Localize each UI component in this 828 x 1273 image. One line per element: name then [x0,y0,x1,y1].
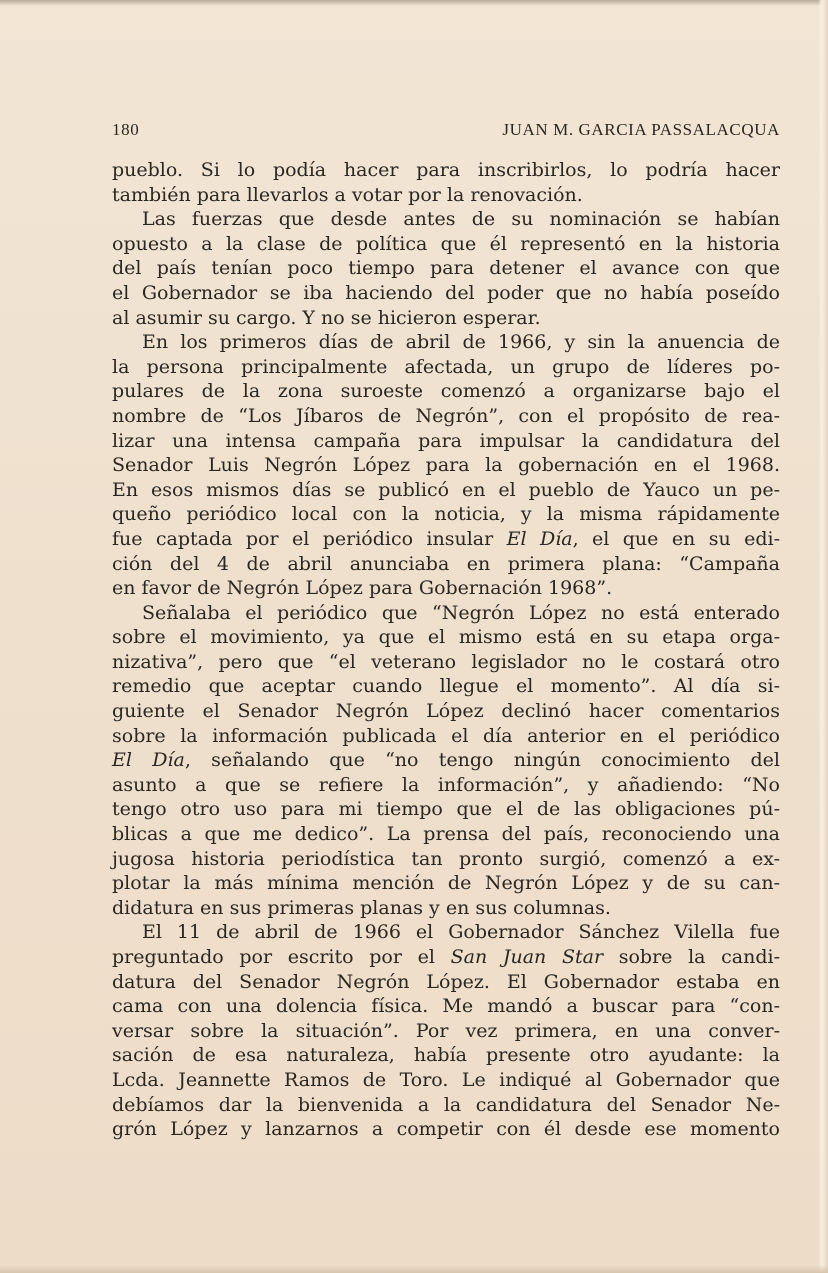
text-line: asunto a que se refiere la información”, y añadiendo: “No [112,773,780,796]
text-line: queño periódico local con la noticia, y la misma rápidamente [112,503,780,526]
running-head [112,120,780,142]
text-line: sobre la información publicada el día anterior en el periódico [112,724,780,747]
text-line: sación de esa naturaleza, había presente otro ayudante: la [112,1044,780,1067]
text-line: el Gobernador se iba haciendo del poder que no había poseído [112,281,780,304]
text-line: tengo otro uso para mi tiempo que el de las obligaciones pú- [112,798,780,821]
page-number: 180 [112,120,140,139]
text-line: pulares de la zona suroeste comenzó a organizarse bajo el [112,380,780,403]
text-line: didatura en sus primeras planas y en sus columnas. [112,896,611,919]
text-line: pueblo. Si lo podía hacer para inscribirlos, lo podría hacer [112,159,780,181]
text-line: sobre el movimiento, ya que el mismo está en su etapa orga- [112,626,780,649]
text-line: plotar la más mínima mención de Negrón López y de su can- [112,872,780,895]
text-line: blicas a que me dedico”. La prensa del país, reconociendo una [112,823,780,846]
text-segment: preguntado por escrito por el [112,946,435,968]
text-line: grón López y lanzarnos a competir con él desde ese momento [112,1118,780,1141]
text-line: nizativa”, pero que “el veterano legislador no le costará otro [112,650,780,673]
text-line: también para llevarlos a votar por la renovación. [112,183,583,206]
page-top-edge [0,0,828,6]
text-line: del país tenían poco tiempo para detener el avance con que [112,257,780,280]
text-line: debíamos dar la bienvenida a la candidatura del Senador Ne- [112,1093,780,1116]
newspaper-title: San Juan Star [450,946,604,968]
text-segment: , el que en su edi- [572,527,780,550]
text-line: El 11 de abril de 1966 el Gobernador Sánchez Vilella fue [142,921,780,944]
text-line: en favor de Negrón López para Gobernación 1968”. [112,577,613,600]
page-right-edge [818,0,828,1273]
running-title: JUAN M. GARCIA PASSALACQUA [502,120,780,139]
text-line: En esos mismos días se publicó en el pueblo de Yauco un pe- [112,478,780,501]
text-segment: , señalando que “no tengo ningún conocimiento del [184,749,780,772]
newspaper-title: El Día [506,527,573,550]
text-line: Lcda. Jeannette Ramos de Toro. Le indiqué al Gobernador que [112,1068,780,1091]
text-line [112,748,780,773]
text-segment: fue captada por el periódico insular [112,527,494,550]
text-line: cama con una dolencia física. Me mandó a buscar para “con- [112,995,780,1018]
text-line: opuesto a la clase de política que él representó en la historia [112,232,780,255]
text-line: jugosa historia periodística tan pronto surgió, comenzó a ex- [112,847,780,870]
text-line: la persona principalmente afectada, un grupo de líderes po- [112,355,780,378]
text-line: lizar una intensa campaña para impulsar la candidatura del [112,429,780,452]
newspaper-title: El Día [112,749,185,772]
text-line: Las fuerzas que desde antes de su nominación se habían [142,208,780,231]
text-line: guiente el Senador Negrón López declinó hacer comentarios [112,700,780,723]
text-line: En los primeros días de abril de 1966, y sin la anuencia de [142,331,780,354]
text-line: ción del 4 de abril anunciaba en primera plana: “Campaña [112,552,780,575]
page-bottom-edge [0,1265,828,1273]
text-line [112,527,780,552]
text-segment: sobre la candi- [618,946,781,968]
text-line: Señalaba el periódico que “Negrón López no está enterado [142,601,780,624]
text-line: Senador Luis Negrón López para la gobernación en el 1968. [112,454,780,477]
text-line: remedio que aceptar cuando llegue el momento”. Al día si- [112,675,780,698]
text-line: datura del Senador Negrón López. El Gobernador estaba en [112,970,780,993]
text-line: versar sobre la situación”. Por vez primera, en una conver- [112,1019,780,1042]
text-line: al asumir su cargo. Y no se hicieron esperar. [112,306,541,329]
text-line: nombre de “Los Jíbaros de Negrón”, con el propósito de rea- [112,404,780,427]
text-line [112,945,780,970]
body-text [112,158,780,1142]
